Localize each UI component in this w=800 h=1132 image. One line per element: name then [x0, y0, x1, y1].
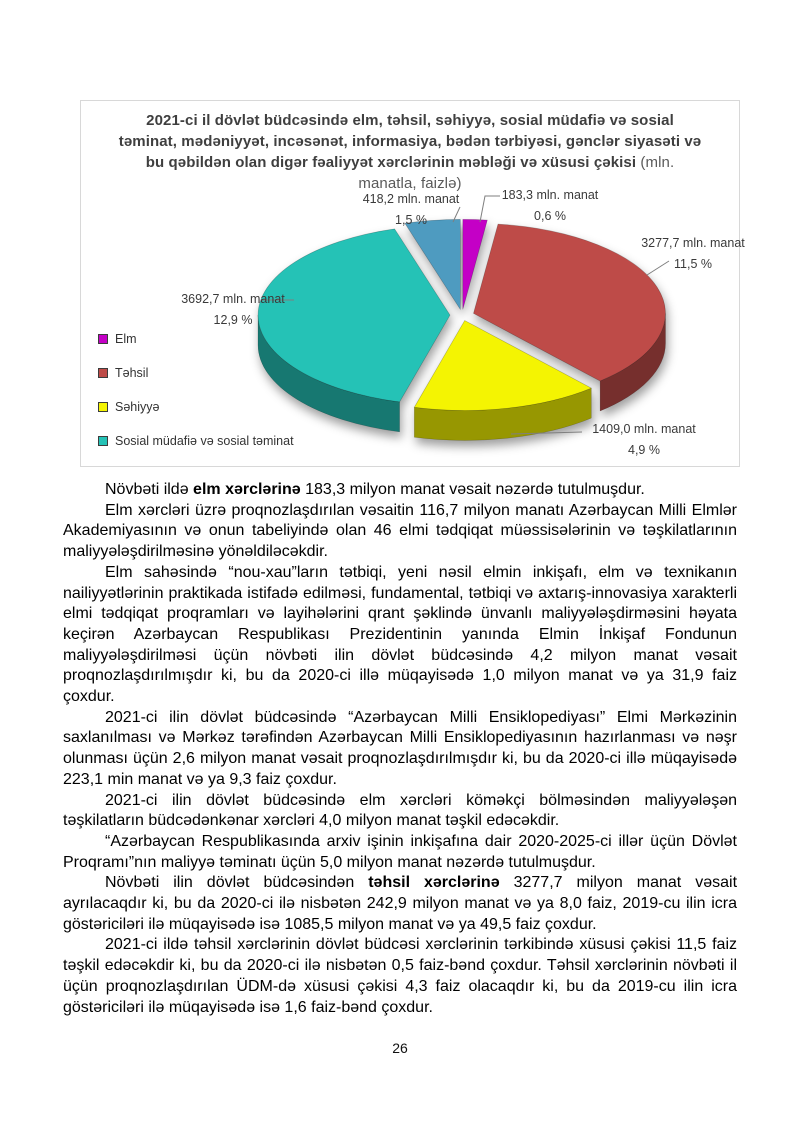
- pie-percent-label: 1,5 %: [395, 213, 427, 227]
- paragraph: Elm sahəsində “nou-xau”ların tətbiqi, yeni nəsil elmin inkişafı, elm və texnikanın nailiyyətlərinin praktikada istifadə edilməsi, fundamental, tətbiqi və axtarış-innovasiya xarakterli elmi tədqiqat proqramları və layihələrini qrant şəklində ünvanlı maliyyələşdirməsini həyata keçirən Azərbaycan Respublikası Prezidentinin yanında Elmin İnkişaf Fondunun maliyyələşdirilməsi üçün növbəti ilin dövlət büdcəsində 4,2 milyon manat vəsait proqnozlaşdırılmışdır ki, bu da 2020-ci illə müqayisədə 1,0 milyon manat və ya 31,9 faiz çoxdur.: [63, 563, 737, 706]
- paragraph: Elm xərcləri üzrə proqnozlaşdırılan vəsaitin 116,7 milyon manatı Azərbaycan Milli Elmlər Akademiyasının və onun tabeliyində olan 46 elmi tədqiqat müəssisələrinin və təşkilatlarının maliyyələşdirilməsinə yönəldiləcəkdir.: [63, 501, 737, 561]
- pie-value-label: 3277,7 mln. manat: [641, 236, 745, 250]
- pie-value-label: 418,2 mln. manat: [362, 192, 460, 206]
- pie-percent-label: 11,5 %: [673, 257, 712, 271]
- legend-label: Sosial müdafiə və sosial təminat: [115, 434, 294, 448]
- legend-label: Səhiyyə: [115, 400, 160, 414]
- leader-line-elm: [480, 196, 500, 222]
- paragraph: Növbəti ildə elm xərclərinə 183,3 milyon manat vəsait nəzərdə tutulmuşdur.: [105, 481, 645, 498]
- pie-value-label: 183,3 mln. manat: [501, 188, 599, 202]
- pie-value-label: 3692,7 mln. manat: [181, 292, 285, 306]
- legend-swatch-icon: [98, 436, 108, 446]
- pie-percent-label: 4,9 %: [628, 443, 660, 457]
- chart-panel: [80, 100, 745, 467]
- pie-percent-label: 0,6 %: [534, 209, 566, 223]
- pie-data-label-4: [363, 189, 460, 231]
- pie-percent-label: 12,9 %: [213, 313, 253, 327]
- chart-legend: [98, 332, 294, 448]
- legend-label: Elm: [115, 332, 137, 346]
- legend-item-3: [98, 434, 294, 448]
- legend-swatch-icon: [98, 368, 108, 378]
- paragraph: 2021-ci ilin dövlət büdcəsində “Azərbaycan Milli Ensiklopediyası” Elmi Mərkəzinin saxlanılması və Mərkəz tərəfindən Azərbaycan Milli Ensiklopediyasının hazırlanması və nəşr olunması üçün 2,6 milyon manat vəsait proqnozlaşdırılmışdır ki, bu da 2020-ci illə müqayisədə 223,1 min manat və ya 9,3 faiz çoxdur.: [63, 708, 737, 788]
- legend-swatch-icon: [98, 334, 108, 344]
- pie-value-label: 1409,0 mln. manat: [592, 422, 696, 436]
- pie-data-label-2: [592, 419, 696, 461]
- legend-item-0: [98, 332, 294, 346]
- legend-item-1: [98, 366, 294, 380]
- paragraph: Növbəti ilin dövlət büdcəsindən təhsil xərclərinə 3277,7 milyon manat vəsait ayrılacaqdır ki, bu da 2020-ci ilə nisbətən 242,9 milyon manat və ya 8,0 faiz, 2019-cu ilin icra göstəriciləri ilə müqayisədə isə 1085,5 milyon manat və ya 49,5 faiz çoxdur.: [63, 874, 738, 933]
- paragraph: 2021-ci ildə təhsil xərclərinin dövlət büdcəsi xərclərinin tərkibində xüsusi çəkisi 11,5 faiz təşkil edəcəkdir ki, bu da 2020-ci ilə nisbətən 0,5 faiz-bənd çoxdur. Təhsil xərclərinin növbəti il üçün proqnozlaşdırılan ÜDM-də xüsusi çəkisi 4,3 faiz olacaqdır ki, bu da 2019-cu ilin icra göstəriciləri ilə müqayisədə isə 1,6 faiz-bənd çoxdur.: [63, 936, 737, 1016]
- chart-title-text: 2021-ci il dövlət büdcəsində elm, təhsil, səhiyyə, sosial müdafiə və sosial təminat, mədəniyyət, incəsənət, informasiya, bədən tərbiyəsi, gənclər siyasəti və bu qəbildən olan digər fəaliyyət xərclərinin məbləği və xüsusi çəkisi: [118, 112, 702, 171]
- paragraph: “Azərbaycan Respublikasında arxiv işinin inkişafına dair 2020-2025-ci illər üçün Dövlət Proqramı”nın maliyyə təminatı üçün 5,0 milyon manat nəzərdə tutulmuşdur.: [63, 832, 737, 871]
- legend-item-2: [98, 400, 294, 414]
- body-text: [63, 480, 737, 1018]
- pie-data-label-0: [502, 185, 599, 227]
- legend-swatch-icon: [98, 402, 108, 412]
- pie-data-label-1: [641, 233, 745, 275]
- chart-title-unit: (mln. manatla, faizlə): [358, 154, 675, 192]
- pie-chart: [258, 219, 666, 440]
- pie-data-label-3: [181, 289, 285, 331]
- legend-label: Təhsil: [115, 366, 149, 380]
- paragraph: 2021-ci ilin dövlət büdcəsində elm xərcləri köməkçi bölməsindən maliyyələşən təşkilatların büdcədənkənar xərcləri 4,0 milyon manat təşkil edəcəkdir.: [63, 791, 737, 830]
- page-number: 26: [392, 1040, 408, 1056]
